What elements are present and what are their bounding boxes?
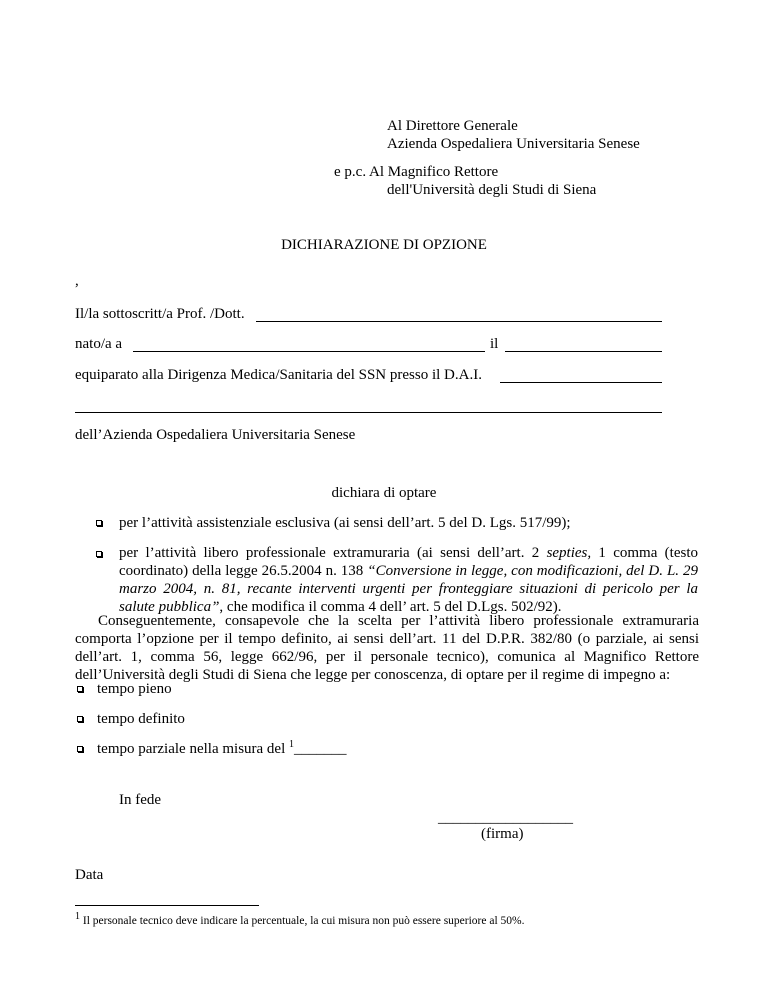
- option-2-part-a: per l’attività libero professionale extramuraria (ai sensi dell’art. 2: [119, 545, 547, 561]
- cc-recipient-line-1: e p.c. Al Magnifico Rettore: [334, 164, 499, 180]
- option-2-italic: “Conversione in legge, con modificazioni, del D. L. 29 marzo 2004, n. 81, recante interventi urgenti per fronteggiare situazioni di pericolo per la salute pubblica”: [119, 563, 699, 615]
- consequence-paragraph: Conseguentemente, consapevole che la scelta per l’attività libero professionale extramuraria comporta l’opzione per il tempo definito, ai sensi dell’art. 11 del D.P.R. 382/80 (o parziale, ai sensi dell’art. 1, comma 56, legge 662/96, per il personale tecnico), comunica al Magnifico Rettore dell’Università degli Studi di Siena che legge per conoscenza, di optare per il regime di impegno a:: [75, 613, 699, 683]
- regime-checkbox-2[interactable]: [77, 716, 83, 722]
- department-label: equiparato alla Dirigenza Medica/Sanitaria del SSN presso il D.A.I.: [75, 367, 482, 383]
- birthplace-field[interactable]: [133, 351, 485, 352]
- option-checkbox-1[interactable]: [96, 520, 102, 526]
- footnote: [75, 912, 524, 930]
- signer-label: Il/la sottoscritt/a Prof. /Dott.: [75, 306, 245, 322]
- date-label: Data: [75, 867, 104, 883]
- footnote-separator: [75, 905, 259, 906]
- azienda-line: dell’Azienda Ospedaliera Universitaria Senese: [75, 427, 356, 443]
- signature-label: (firma): [481, 826, 524, 842]
- cc-recipient-line-2: dell'Università degli Studi di Siena: [387, 182, 597, 198]
- option-1-text: per l’attività assistenziale esclusiva (ai sensi dell’art. 5 del D. Lgs. 517/99);: [119, 515, 571, 531]
- option-2-text: [119, 544, 698, 616]
- regime-3-label: tempo parziale nella misura del: [97, 741, 286, 757]
- department-field[interactable]: [500, 382, 662, 383]
- document-title: DICHIARAZIONE DI OPZIONE: [281, 237, 487, 253]
- option-checkbox-2[interactable]: [96, 551, 102, 557]
- department-field-continued[interactable]: [75, 412, 662, 413]
- recipient-line-2: Azienda Ospedaliera Universitaria Senese: [387, 136, 640, 152]
- regime-3-footnote-ref: 1: [289, 739, 295, 750]
- footnote-text: Il personale tecnico deve indicare la percentuale, la cui misura non può essere superiore al 50%.: [82, 915, 525, 927]
- option-2-part-b: 1 comma (testo coordinato) della legge 26.5.2004 n. 138: [119, 545, 698, 579]
- birthplace-label: nato/a a: [75, 336, 123, 352]
- regime-checkbox-1[interactable]: [77, 686, 83, 692]
- declares-heading: dichiara di optare: [331, 485, 437, 501]
- birthdate-field[interactable]: [505, 351, 662, 352]
- regime-checkbox-3[interactable]: [77, 746, 83, 752]
- option-2-septies: septies,: [546, 545, 592, 561]
- birthdate-label: il: [490, 336, 499, 352]
- signer-name-field[interactable]: [256, 321, 662, 322]
- in-fede: In fede: [119, 792, 162, 808]
- regime-3-percent-field[interactable]: _______: [294, 741, 347, 757]
- recipient-line-1: Al Direttore Generale: [387, 118, 518, 134]
- footnote-marker: 1: [75, 911, 80, 923]
- stray-mark: ,: [75, 273, 79, 289]
- signature-line[interactable]: __________________: [438, 810, 573, 826]
- regime-1-text: tempo pieno: [97, 681, 172, 697]
- regime-3-text: [97, 740, 347, 758]
- regime-2-text: tempo definito: [97, 711, 185, 727]
- option-2-part-c: , che modifica il comma 4 dell’ art. 5 del D.Lgs. 502/92).: [219, 599, 562, 615]
